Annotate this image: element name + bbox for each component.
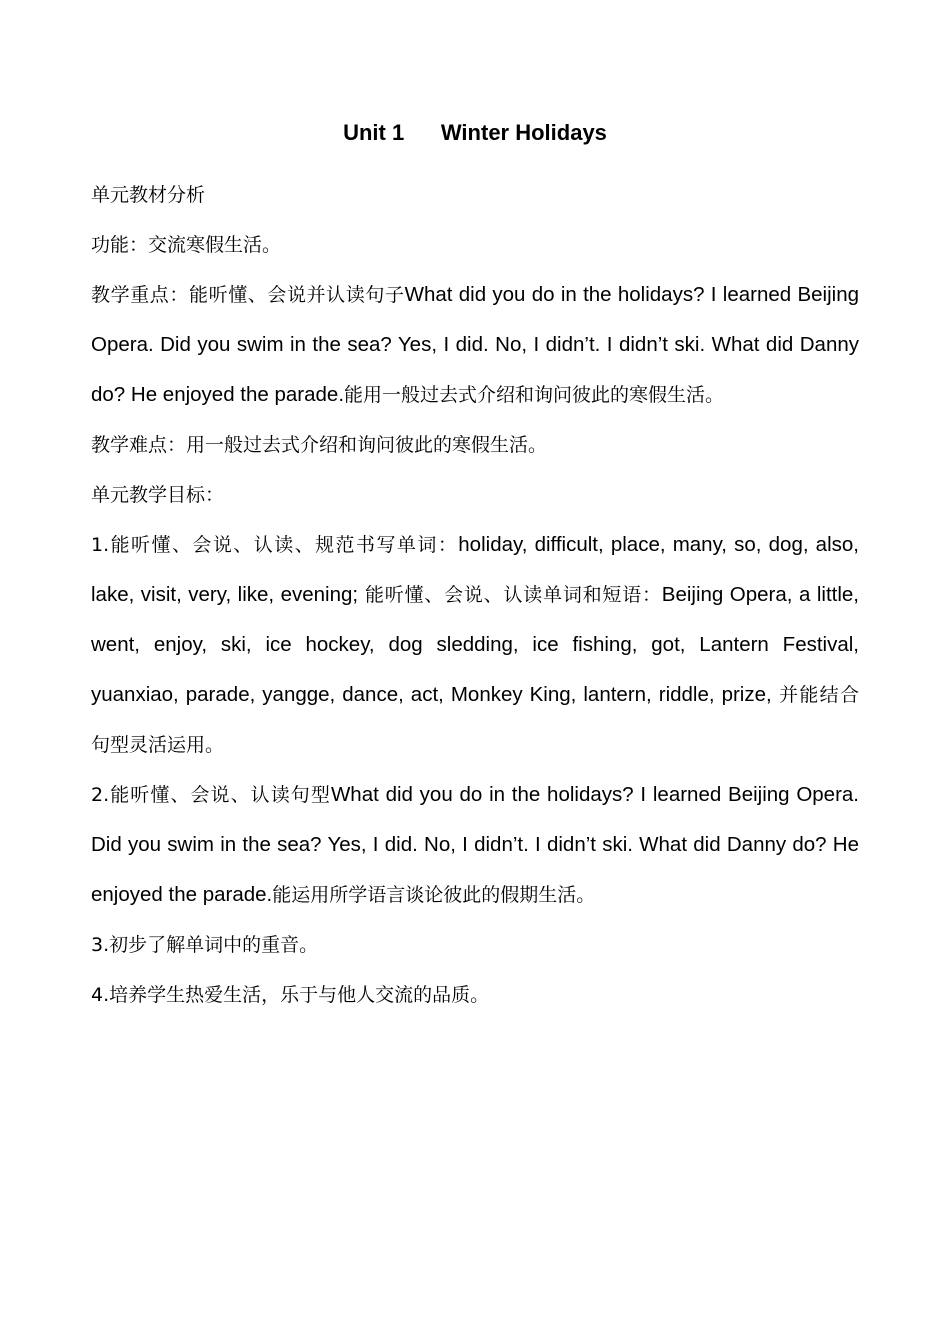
objective-1-label: 1.能听懂、会说、认读、规范书写单词： (91, 534, 459, 556)
key-points-label: 教学重点：能听懂、会说并认读句子 (91, 284, 405, 306)
difficulty-line: 教学难点：用一般过去式介绍和询问彼此的寒假生活。 (91, 434, 548, 456)
document-body (91, 170, 859, 1020)
objective-2 (91, 770, 859, 920)
objective-1-phrases: Beijing Opera, a little, went, enjoy, ski, ice hockey, dog sledding, ice fishing, got, Lantern Festival, yuanxiao, parade, yangge, dance, act, Monkey King, lantern, riddle, prize, (91, 583, 859, 706)
heading-material-analysis: 单元教材分析 (91, 184, 206, 206)
function-line: 功能：交流寒假生活。 (91, 234, 282, 256)
objective-1-label2: 能听懂、会说、认读单词和短语： (358, 584, 662, 606)
key-points-paragraph (91, 270, 859, 420)
objective-1-tail: 并能结合句型灵活运用。 (91, 684, 859, 756)
key-points-tail: 能用一般过去式介绍和询问彼此的寒假生活。 (344, 384, 725, 406)
objective-1-words: holiday, difficult, place, many, so, dog, also, lake, visit, very, like, evening; (91, 533, 859, 606)
objective-1 (91, 520, 859, 770)
objective-3: 3.初步了解单词中的重音。 (91, 934, 319, 956)
key-points-sentences: What did you do in the holidays? I learned Beijing Opera. Did you swim in the sea? Yes, I did. No, I didn’t. I didn’t ski. What did Danny do? He enjoyed the parade. (91, 283, 859, 406)
objective-2-tail: 能运用所学语言谈论彼此的假期生活。 (272, 884, 596, 906)
objectives-heading: 单元教学目标： (91, 484, 225, 506)
objective-4: 4.培养学生热爱生活，乐于与他人交流的品质。 (91, 984, 490, 1006)
document-title: Unit 1 Winter Holidays (343, 120, 607, 145)
objective-2-sentences: What did you do in the holidays? I learned Beijing Opera. Did you swim in the sea? Yes, I did. No, I didn’t. I didn’t ski. What did Danny do? He enjoyed the parade. (91, 783, 860, 906)
objective-2-label: 2.能听懂、会说、认读句型 (91, 784, 331, 806)
